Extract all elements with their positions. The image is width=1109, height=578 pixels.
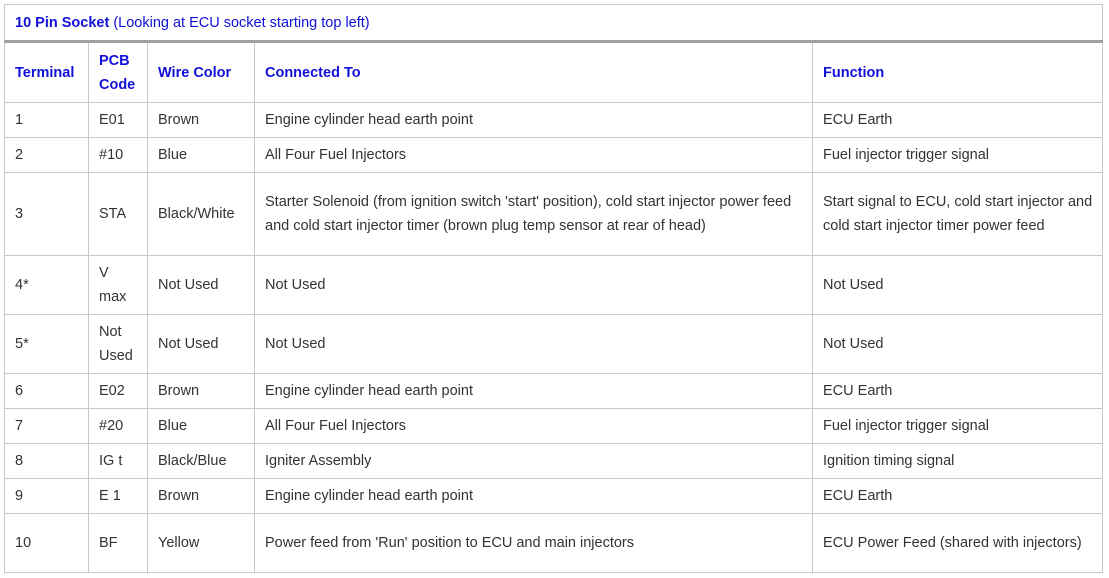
cell-terminal: 5* [5, 315, 89, 374]
cell-pcb-code: E02 [89, 374, 148, 409]
cell-pcb-code: E 1 [89, 479, 148, 514]
cell-function: ECU Earth [813, 374, 1103, 409]
table-row [5, 444, 1103, 479]
cell-wire-color: Not Used [148, 315, 255, 374]
cell-pcb-code: #10 [89, 138, 148, 173]
cell-terminal: 8 [5, 444, 89, 479]
cell-function: Fuel injector trigger signal [813, 138, 1103, 173]
table-row [5, 256, 1103, 315]
cell-pcb-code: #20 [89, 409, 148, 444]
cell-function: ECU Earth [813, 103, 1103, 138]
cell-connected-to: Not Used [255, 256, 813, 315]
table-row [5, 138, 1103, 173]
caption-title: 10 Pin Socket [15, 14, 110, 31]
table-row [5, 173, 1103, 256]
cell-connected-to: Engine cylinder head earth point [255, 374, 813, 409]
caption-subtitle: (Looking at ECU socket starting top left) [113, 14, 370, 31]
cell-connected-to: Igniter Assembly [255, 444, 813, 479]
cell-function: Start signal to ECU, cold start injector and cold start injector timer power feed [813, 173, 1103, 256]
cell-terminal: 2 [5, 138, 89, 173]
cell-terminal: 10 [5, 514, 89, 573]
cell-connected-to: Power feed from 'Run' position to ECU and main injectors [255, 514, 813, 573]
cell-function: Not Used [813, 315, 1103, 374]
header-pcb-code: PCB Code [89, 42, 148, 103]
cell-pcb-code: Not Used [89, 315, 148, 374]
cell-terminal: 1 [5, 103, 89, 138]
ecu-pin-table [4, 4, 1103, 573]
cell-function: ECU Power Feed (shared with injectors) [813, 514, 1103, 573]
table-row [5, 315, 1103, 374]
table-row [5, 103, 1103, 138]
header-function: Function [813, 42, 1103, 103]
cell-pcb-code: V max [89, 256, 148, 315]
table-caption-row [5, 5, 1103, 42]
cell-function: Not Used [813, 256, 1103, 315]
cell-connected-to: All Four Fuel Injectors [255, 409, 813, 444]
cell-wire-color: Yellow [148, 514, 255, 573]
cell-terminal: 7 [5, 409, 89, 444]
cell-pcb-code: IG t [89, 444, 148, 479]
cell-wire-color: Brown [148, 103, 255, 138]
cell-wire-color: Black/White [148, 173, 255, 256]
table-row [5, 409, 1103, 444]
header-row [5, 42, 1103, 103]
cell-pcb-code: E01 [89, 103, 148, 138]
cell-connected-to: Not Used [255, 315, 813, 374]
header-connected-to: Connected To [255, 42, 813, 103]
cell-terminal: 6 [5, 374, 89, 409]
cell-pcb-code: BF [89, 514, 148, 573]
cell-connected-to: Engine cylinder head earth point [255, 103, 813, 138]
cell-wire-color: Brown [148, 479, 255, 514]
header-terminal: Terminal [5, 42, 89, 103]
cell-function: Fuel injector trigger signal [813, 409, 1103, 444]
cell-terminal: 9 [5, 479, 89, 514]
cell-pcb-code: STA [89, 173, 148, 256]
pin-table-container [4, 4, 1102, 573]
cell-wire-color: Blue [148, 409, 255, 444]
cell-connected-to: Starter Solenoid (from ignition switch 'start' position), cold start injector power feed and cold start injector timer (brown plug temp sensor at rear of head) [255, 173, 813, 256]
cell-wire-color: Brown [148, 374, 255, 409]
table-caption [5, 5, 1103, 42]
cell-connected-to: Engine cylinder head earth point [255, 479, 813, 514]
cell-connected-to: All Four Fuel Injectors [255, 138, 813, 173]
table-row [5, 479, 1103, 514]
cell-terminal: 3 [5, 173, 89, 256]
header-wire-color: Wire Color [148, 42, 255, 103]
cell-wire-color: Blue [148, 138, 255, 173]
cell-function: ECU Earth [813, 479, 1103, 514]
cell-wire-color: Not Used [148, 256, 255, 315]
table-row [5, 374, 1103, 409]
cell-function: Ignition timing signal [813, 444, 1103, 479]
table-row [5, 514, 1103, 573]
cell-wire-color: Black/Blue [148, 444, 255, 479]
cell-terminal: 4* [5, 256, 89, 315]
